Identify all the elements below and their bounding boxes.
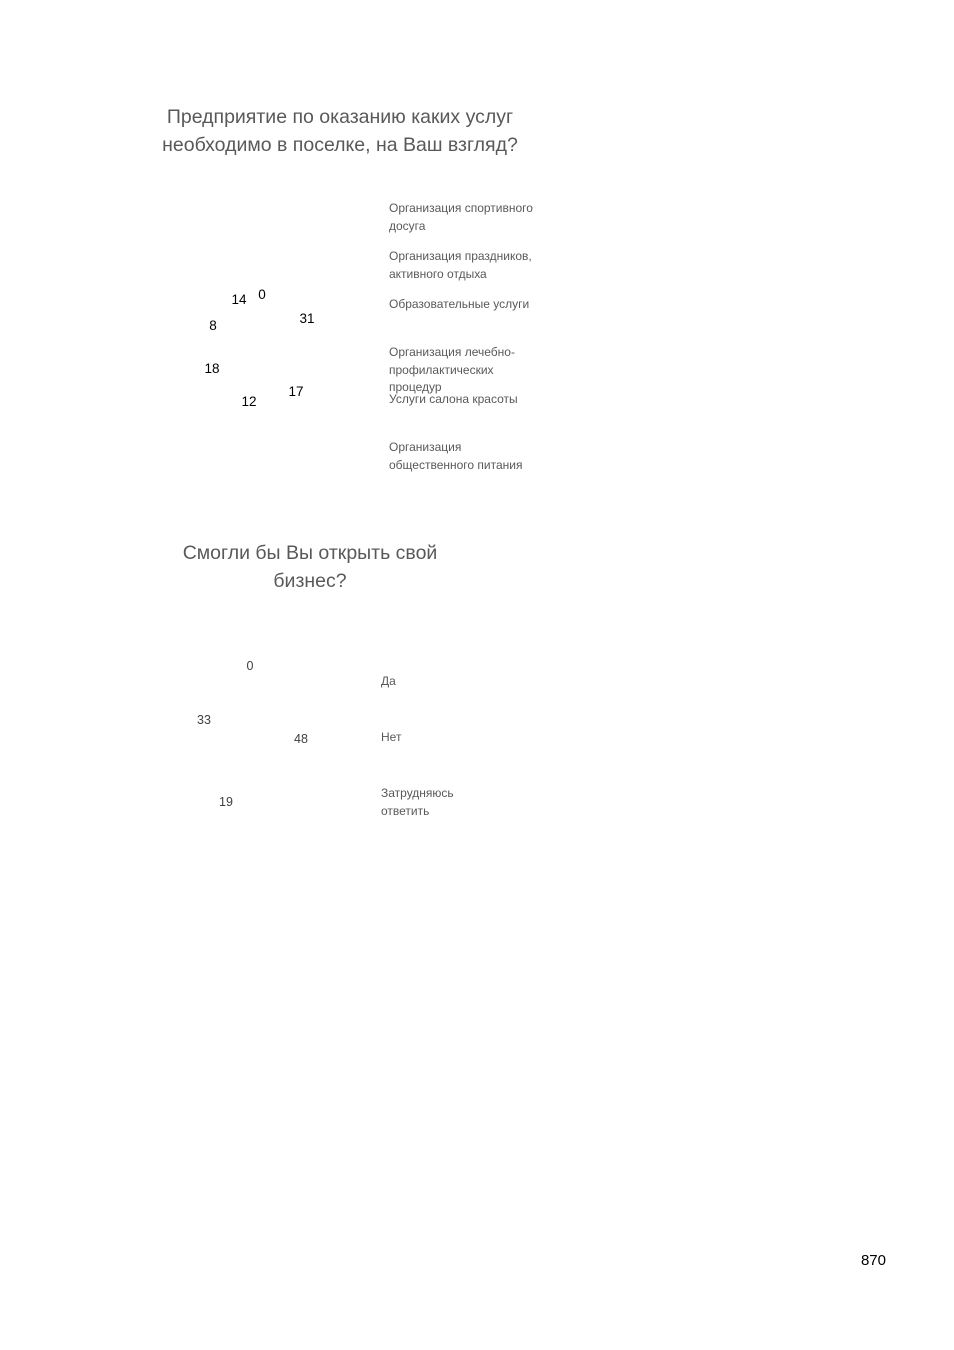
legend-item: Нет <box>381 730 402 744</box>
legend-item: Затрудняюсь ответить <box>381 786 454 818</box>
legend-item: Организация общественного питания <box>389 440 523 472</box>
legend-item: Услуги салона красоты <box>389 392 518 406</box>
data-label: 31 <box>299 311 315 326</box>
chart-services-title: Предприятие по оказанию каких услуг необходимо в поселке, на Ваш взгляд? <box>162 106 518 156</box>
data-label: 48 <box>294 732 308 746</box>
data-label: 14 <box>231 292 247 307</box>
legend-item: Организация спортивного досуга <box>389 201 533 233</box>
data-label: 33 <box>197 713 211 727</box>
data-label: 0 <box>246 659 254 673</box>
legend-item: Да <box>381 674 396 688</box>
page-number: 870 <box>860 1252 886 1269</box>
legend-item: Организация праздников, активного отдыха <box>389 249 532 281</box>
legend-item: Организация лечебно-профилактических процедур <box>389 345 515 394</box>
data-label: 18 <box>204 361 220 376</box>
data-label: 0 <box>258 287 266 302</box>
chart-business-title: Смогли бы Вы открыть свой бизнес? <box>182 542 438 592</box>
data-label: 19 <box>219 795 233 809</box>
data-label: 12 <box>241 394 257 409</box>
data-label: 8 <box>209 318 217 333</box>
legend-item: Образовательные услуги <box>389 297 530 311</box>
data-label: 17 <box>288 384 304 399</box>
